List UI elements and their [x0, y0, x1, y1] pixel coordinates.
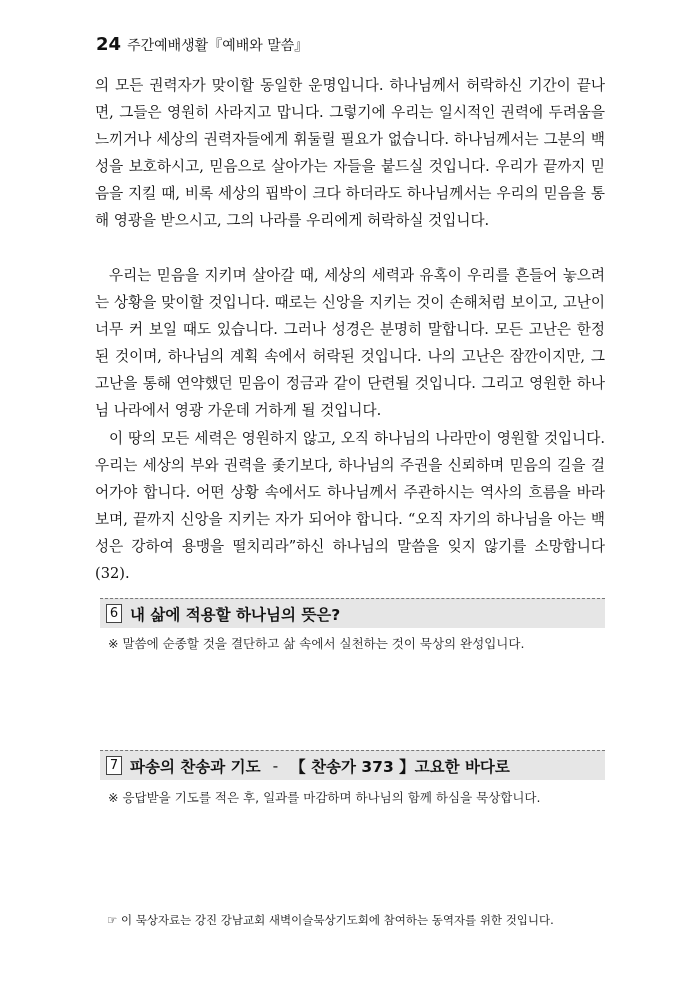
- publication-title: 주간예배생활『예배와 말씀』: [127, 38, 309, 54]
- hymn-reference: 【 찬송가 373 】고요한 바다로: [290, 757, 510, 776]
- paragraph-1: 의 모든 권력자가 맞이할 동일한 운명입니다. 하나님께서 허락하신 기간이 끝나면, 그들은 영원히 사라지고 맙니다. 그렇기에 우리는 일시적인 권력에 두려움을 느끼거나 세상의 권력자들에게 휘둘릴 필요가 없습니다. 하나님께서는 그분의 백성을 보호하시고, 믿음으로 살아가는 자들을 붙드실 것입니다. 우리가 끝까지 믿음을 지킬 때, 비록 세상의 핍박이 크다 하더라도 하나님께서는 우리의 믿음을 통해 영광을 받으시고, 그의 나라를 우리에게 허락하실 것입니다.: [95, 77, 605, 229]
- section-separator: -: [272, 756, 279, 775]
- page-number: 24: [96, 34, 122, 55]
- section-apply-note: ※ 말씀에 순종할 것을 결단하고 삶 속에서 실천하는 것이 묵상의 완성입니다.: [108, 636, 525, 651]
- paragraph-2: 우리는 믿음을 지키며 살아갈 때, 세상의 세력과 유혹이 우리를 흔들어 놓으려는 상황을 맞이할 것입니다. 때로는 신앙을 지키는 것이 손해처럼 보이고, 고난이 너무 커 보일 때도 있습니다. 그러나 성경은 분명히 말합니다. 모든 고난은 한정된 것이며, 하나님의 계획 속에서 허락된 것입니다. 나의 고난은 잠깐이지만, 그 고난을 통해 연약했던 믿음이 정금과 같이 단련될 것입니다. 그리고 영원한 하나님 나라에서 영광 가운데 거하게 될 것입니다.: [95, 267, 605, 419]
- footer-note: ☞ 이 묵상자료는 강진 강남교회 새벽이슬묵상기도회에 참여하는 동역자를 위한 것입니다.: [107, 913, 554, 927]
- section-number-box: 6: [106, 604, 122, 623]
- section-praise-note: ※ 응답받을 기도를 적은 후, 일과를 마감하며 하나님의 함께 하심을 묵상합니다.: [108, 790, 541, 805]
- section-apply-title: 내 삶에 적용할 하나님의 뜻은?: [130, 605, 341, 624]
- section-apply-header: [100, 598, 605, 628]
- section-praise-header: [100, 750, 605, 780]
- section-number-box: 7: [106, 756, 122, 775]
- section-praise-title: 파송의 찬송과 기도: [130, 757, 261, 776]
- paragraph-3: 이 땅의 모든 세력은 영원하지 않고, 오직 하나님의 나라만이 영원할 것입니다. 우리는 세상의 부와 권력을 좇기보다, 하나님의 주권을 신뢰하며 믿음의 길을 걸어가야 합니다. 어떤 상황 속에서도 하나님께서 주관하시는 역사의 흐름을 바라보며, 끝까지 신앙을 지키는 자가 되어야 합니다. “오직 자기의 하나님을 아는 백성은 강하여 용맹을 떨치리라”하신 하나님의 말씀을 잊지 않기를 소망합니다(32).: [95, 430, 605, 582]
- page-header: [96, 34, 308, 55]
